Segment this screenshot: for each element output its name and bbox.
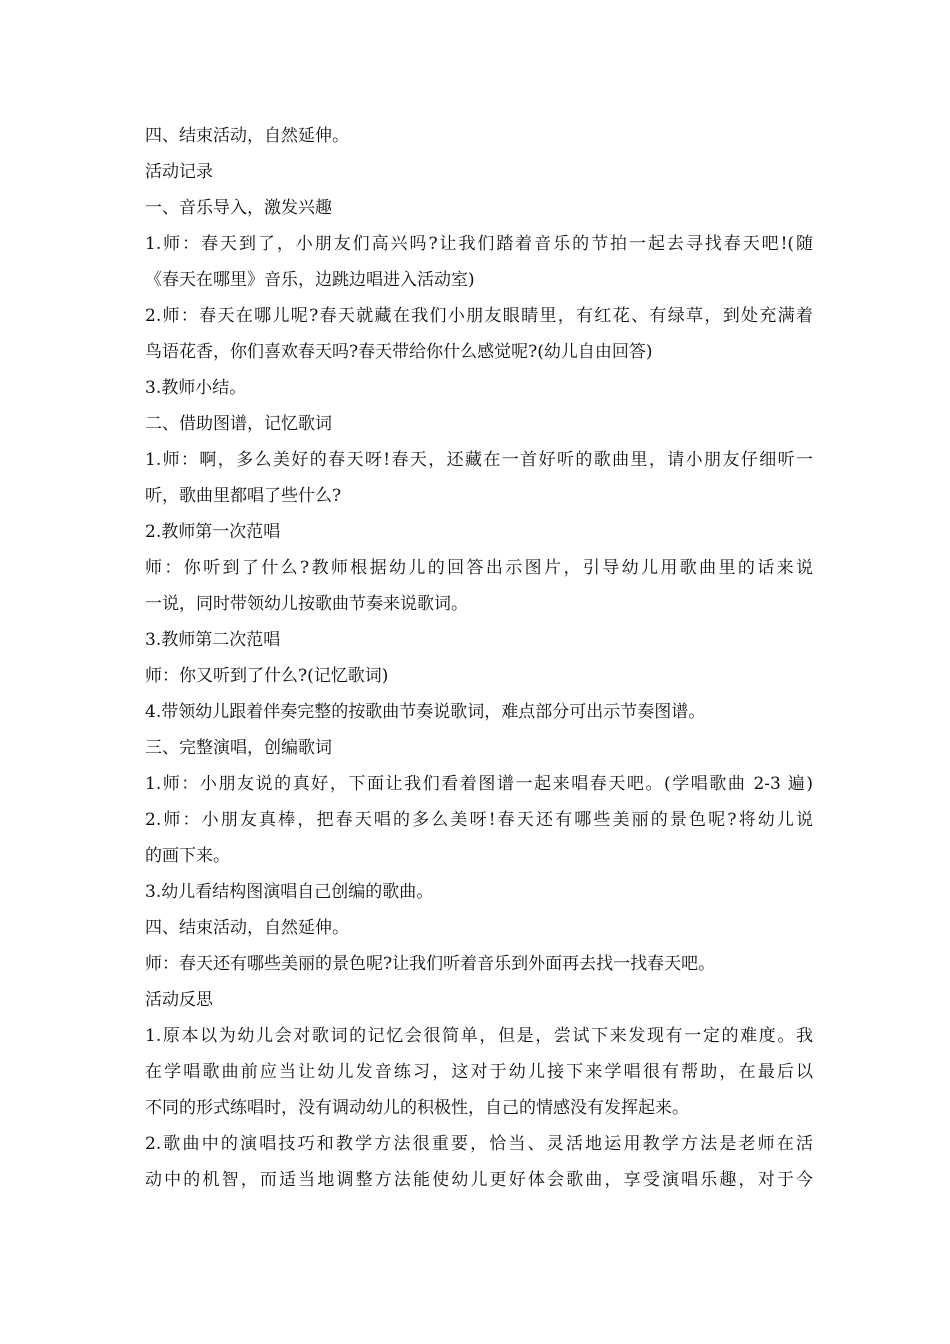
paragraph-line: 2.师：小朋友真棒，把春天唱的多么美呀!春天还有哪些美丽的景色呢?将幼儿说 xyxy=(145,810,813,830)
subsection-heading: 四、结束活动，自然延伸。 xyxy=(145,918,349,938)
subsection-heading: 三、完整演唱，创编歌词 xyxy=(145,738,332,758)
paragraph-line: 鸟语花香，你们喜欢春天吗?春天带给你什么感觉呢?(幼儿自由回答) xyxy=(145,342,653,362)
paragraph-line: 《春天在哪里》音乐，边跳边唱进入活动室) xyxy=(145,270,475,290)
paragraph-line: 2.教师第一次范唱 xyxy=(145,522,281,542)
subsection-heading: 二、借助图谱，记忆歌词 xyxy=(145,414,332,434)
paragraph-line: 师：你听到了什么?教师根据幼儿的回答出示图片，引导幼儿用歌曲里的话来说 xyxy=(145,558,813,578)
paragraph-line: 的画下来。 xyxy=(145,846,230,866)
paragraph-line: 3.教师第二次范唱 xyxy=(145,630,281,650)
paragraph-line: 动中的机智，而适当地调整方法能使幼儿更好体会歌曲，享受演唱乐趣，对于今 xyxy=(145,1170,813,1190)
paragraph-line: 3.幼儿看结构图演唱自己创编的歌曲。 xyxy=(145,882,434,902)
section-heading: 活动记录 xyxy=(145,162,213,182)
paragraph-line: 师：春天还有哪些美丽的景色呢?让我们听着音乐到外面再去找一找春天吧。 xyxy=(145,954,716,974)
paragraph-line: 2.师：春天在哪儿呢?春天就藏在我们小朋友眼睛里，有红花、有绿草，到处充满着 xyxy=(145,306,813,326)
section-heading: 四、结束活动，自然延伸。 xyxy=(145,126,349,146)
paragraph-line: 师：你又听到了什么?(记忆歌词) xyxy=(145,666,389,686)
paragraph-line: 3.教师小结。 xyxy=(145,378,247,398)
document-page xyxy=(145,118,813,1198)
paragraph-line: 在学唱歌曲前应当让幼儿发音练习，这对于幼儿接下来学唱很有帮助，在最后以 xyxy=(145,1062,813,1082)
paragraph-line: 不同的形式练唱时，没有调动幼儿的积极性，自己的情感没有发挥起来。 xyxy=(145,1098,689,1118)
paragraph-line: 4.带领幼儿跟着伴奏完整的按歌曲节奏说歌词，难点部分可出示节奏图谱。 xyxy=(145,702,706,722)
paragraph-line: 1.师：小朋友说的真好，下面让我们看着图谱一起来唱春天吧。(学唱歌曲 2-3 遍) xyxy=(145,774,813,794)
paragraph-line: 1.原本以为幼儿会对歌词的记忆会很简单，但是，尝试下来发现有一定的难度。我 xyxy=(145,1026,813,1046)
paragraph-line: 一说，同时带领幼儿按歌曲节奏来说歌词。 xyxy=(145,594,468,614)
paragraph-line: 听，歌曲里都唱了些什么? xyxy=(145,486,342,506)
paragraph-line: 1.师：春天到了，小朋友们高兴吗?让我们踏着音乐的节拍一起去寻找春天吧!(随 xyxy=(145,234,813,254)
paragraph-line: 2.歌曲中的演唱技巧和教学方法很重要，恰当、灵活地运用教学方法是老师在活 xyxy=(145,1134,813,1154)
subsection-heading: 一、音乐导入，激发兴趣 xyxy=(145,198,332,218)
section-heading: 活动反思 xyxy=(145,990,213,1010)
paragraph-line: 1.师：啊，多么美好的春天呀!春天，还藏在一首好听的歌曲里，请小朋友仔细听一 xyxy=(145,450,813,470)
